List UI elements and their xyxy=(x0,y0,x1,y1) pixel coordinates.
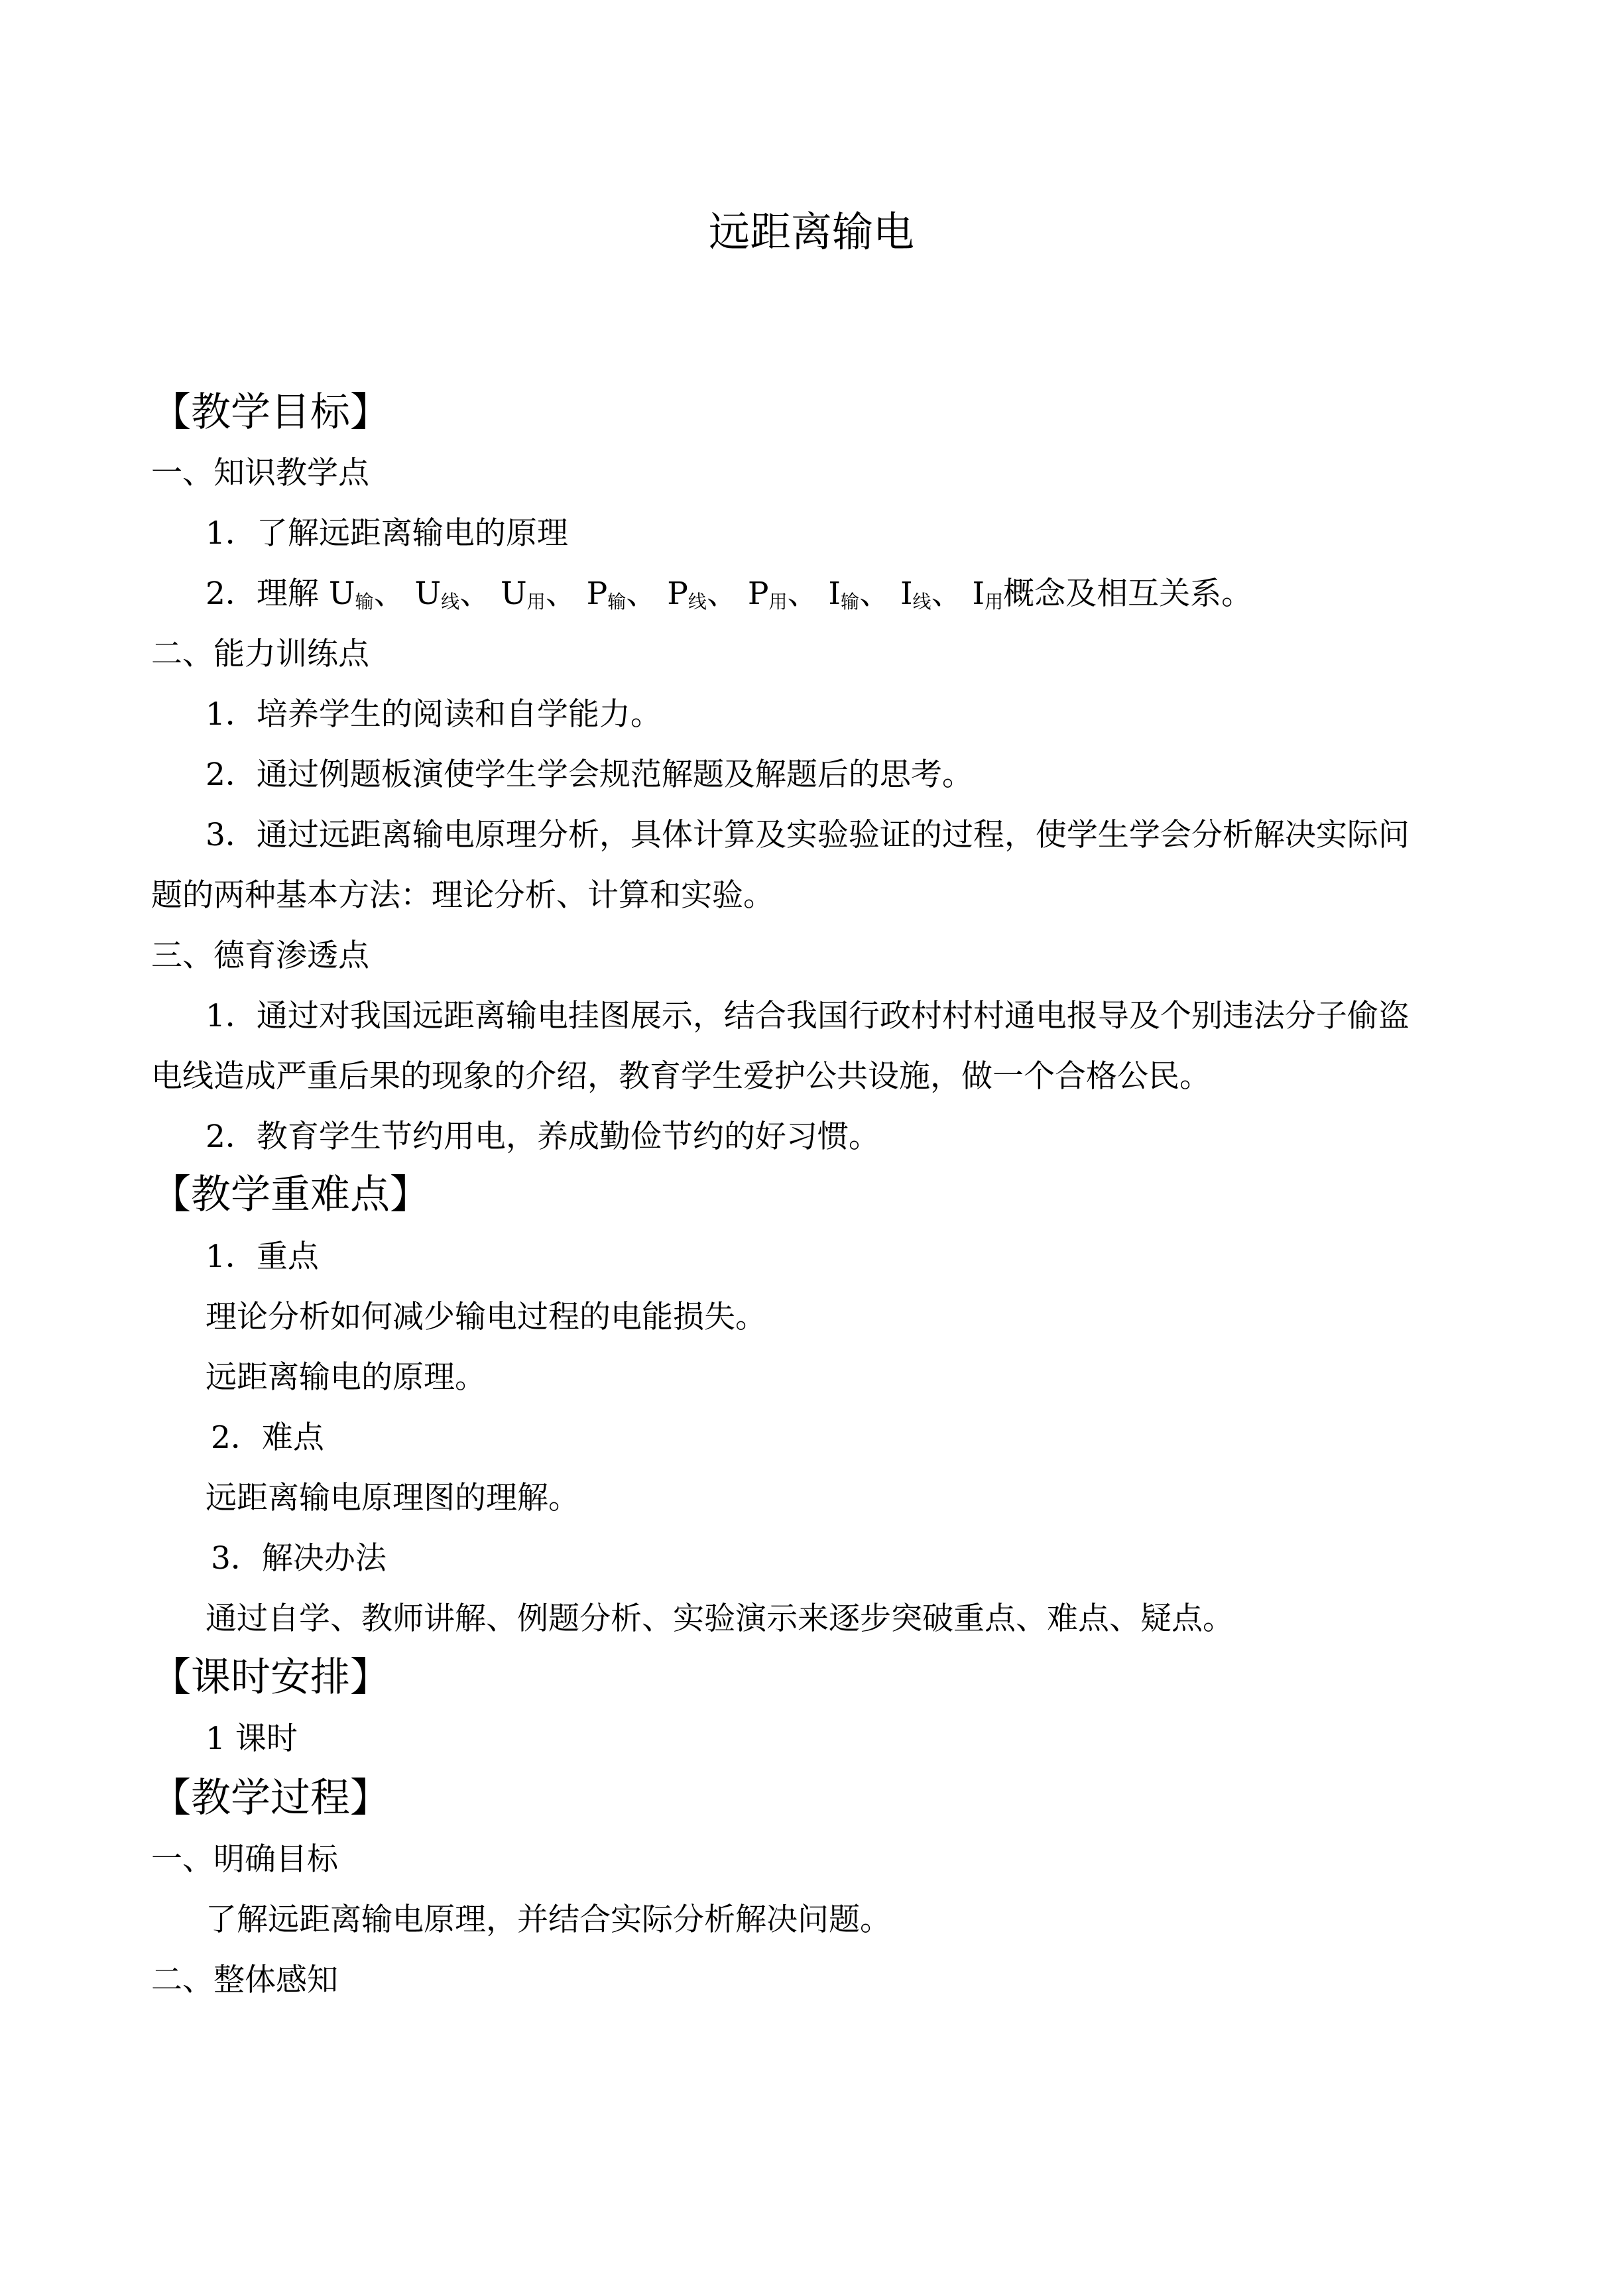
process-section-1-text: 了解远距离输电原理，并结合实际分析解决问题。 xyxy=(206,1902,891,1938)
separator: 、 xyxy=(706,575,738,612)
separator: 、 xyxy=(626,575,658,612)
solution-label: 3．解决办法 xyxy=(211,1540,387,1577)
process-section-2: 二、整体感知 xyxy=(151,1962,338,1998)
heading-teaching-process: 【教学过程】 xyxy=(151,1775,390,1821)
subscript-shu: 输 xyxy=(355,591,374,613)
separator: 、 xyxy=(545,575,577,612)
separator: 、 xyxy=(859,575,891,612)
moral-item-1-line-1: 1．通过对我国远距离输电挂图展示，结合我国行政村村村通电报导及个别违法分子偷盗 xyxy=(206,998,1410,1034)
symbol-u: U xyxy=(501,575,527,612)
process-section-1: 一、明确目标 xyxy=(151,1841,338,1878)
ability-item-1: 1．培养学生的阅读和自学能力。 xyxy=(206,696,662,733)
difficult-point-text: 远距离输电原理图的理解。 xyxy=(206,1480,579,1516)
symbol-p: P xyxy=(586,575,608,612)
ability-item-3-line-1: 3．通过远距离输电原理分析，具体计算及实验验证的过程，使学生学会分析解决实际问 xyxy=(206,817,1410,853)
knowledge-item-2 xyxy=(206,574,1252,622)
ability-item-2: 2．通过例题板演使学生学会规范解题及解题后的思考。 xyxy=(206,756,973,793)
separator: 、 xyxy=(459,575,491,612)
moral-item-2: 2．教育学生节约用电，养成勤俭节约的好习惯。 xyxy=(206,1118,880,1155)
subscript-xian: 线 xyxy=(441,591,460,613)
page-title: 远距离输电 xyxy=(708,208,914,256)
symbol-i: I xyxy=(972,575,985,612)
symbol-u: U xyxy=(414,575,442,612)
symbol-i: I xyxy=(828,575,841,612)
heading-key-difficult-points: 【教学重难点】 xyxy=(151,1172,430,1218)
difficult-point-label: 2．难点 xyxy=(211,1420,324,1456)
separator: 、 xyxy=(787,575,819,612)
subscript-shu: 输 xyxy=(607,591,627,613)
subscript-yong: 用 xyxy=(526,591,546,613)
knowledge-item-1: 1．了解远距离输电的原理 xyxy=(206,515,568,552)
symbol-u: U xyxy=(328,575,355,612)
subscript-shu: 输 xyxy=(841,591,860,613)
heading-teaching-goals: 【教学目标】 xyxy=(151,389,390,436)
ability-item-3-line-2: 题的两种基本方法：理论分析、计算和实验。 xyxy=(151,877,774,914)
moral-item-1-line-2: 电线造成严重后果的现象的介绍，教育学生爱护公共设施，做一个合格公民。 xyxy=(151,1058,1211,1095)
key-point-text-2: 远距离输电的原理。 xyxy=(206,1359,486,1396)
knowledge-item-2-prefix: 2．理解 xyxy=(206,575,319,612)
knowledge-item-2-suffix: 概念及相互关系。 xyxy=(1003,575,1253,612)
subscript-xian: 线 xyxy=(912,591,932,613)
separator: 、 xyxy=(373,575,405,612)
schedule-text: 1 课时 xyxy=(206,1721,298,1757)
section-moral-points: 三、德育渗透点 xyxy=(151,937,369,974)
solution-text: 通过自学、教师讲解、例题分析、实验演示来逐步突破重点、难点、疑点。 xyxy=(206,1601,1234,1637)
key-point-label: 1．重点 xyxy=(206,1239,319,1275)
symbol-i: I xyxy=(900,575,913,612)
key-point-text-1: 理论分析如何减少输电过程的电能损失。 xyxy=(206,1299,766,1335)
separator: 、 xyxy=(931,575,963,612)
symbol-p: P xyxy=(747,575,769,612)
symbol-p: P xyxy=(667,575,688,612)
subscript-xian: 线 xyxy=(688,591,707,613)
heading-schedule: 【课时安排】 xyxy=(151,1654,390,1701)
subscript-yong: 用 xyxy=(985,591,1004,613)
section-ability-points: 二、能力训练点 xyxy=(151,636,369,672)
subscript-yong: 用 xyxy=(768,591,788,613)
section-knowledge-points: 一、知识教学点 xyxy=(151,455,369,491)
